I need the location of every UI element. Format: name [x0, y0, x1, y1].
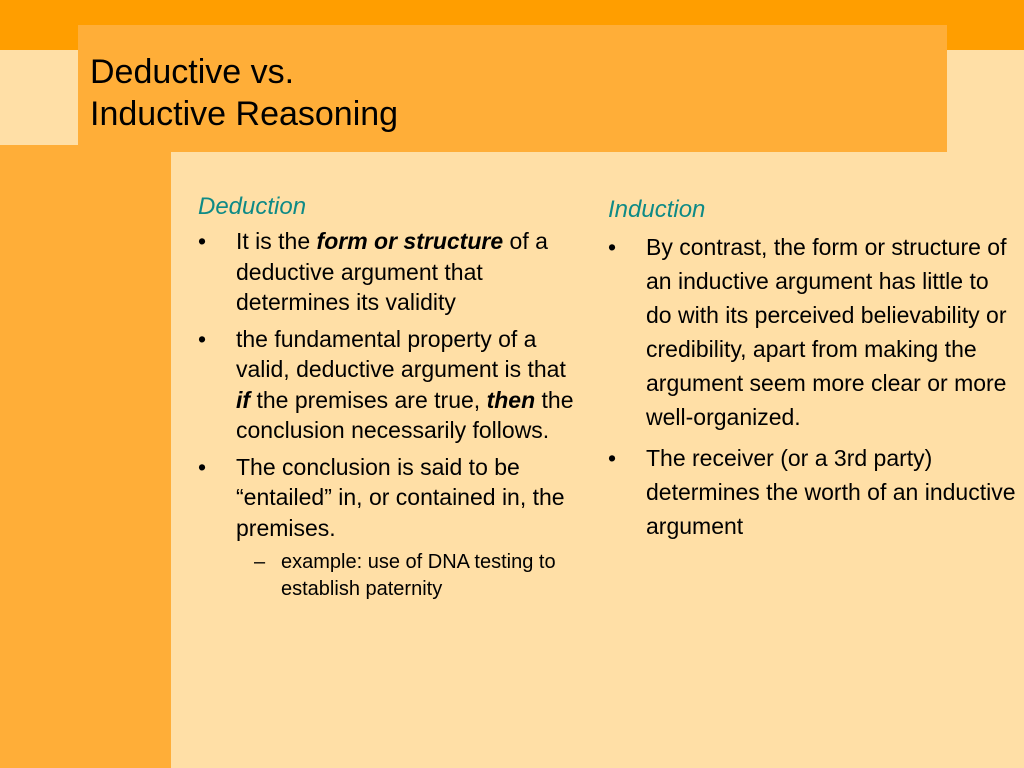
induction-heading: Induction [608, 196, 706, 223]
induction-column [608, 194, 1018, 550]
bullet-emphasis: then [486, 386, 536, 413]
title-box [78, 25, 947, 152]
bullet-text: of a deductive argument that determines its validity [236, 228, 548, 315]
deduction-heading: Deduction [198, 193, 307, 220]
left-orange-strip [0, 145, 171, 768]
bullet-text: the premises are true, [250, 386, 487, 413]
left-cream-block [0, 50, 78, 145]
bullet-marker: • [198, 325, 207, 352]
bullet-text: the fundamental property of a valid, deductive argument is that [236, 325, 566, 382]
induction-bullet-2 [608, 441, 1018, 543]
bullet-marker: • [198, 228, 207, 254]
slide-title-line-1: Deductive vs. [90, 53, 295, 91]
sub-bullet-text: example: use of DNA testing to establish paternity [281, 551, 556, 600]
deduction-sub-list [198, 549, 583, 603]
bullet-marker: • [608, 234, 617, 260]
bullet-marker: • [198, 453, 207, 480]
deduction-bullet-1 [198, 226, 583, 318]
slide-title [90, 51, 398, 135]
slide-title-line-2: Inductive Reasoning [90, 95, 399, 133]
bullet-marker: • [608, 445, 617, 471]
bullet-text: It is the [236, 228, 317, 254]
sub-bullet-marker: – [254, 551, 266, 573]
induction-bullet-list [608, 230, 1018, 543]
deduction-sub-bullet-1 [198, 549, 583, 603]
induction-bullet-1 [608, 230, 1018, 434]
bullet-text: The conclusion is said to be “entailed” in, or contained in, the premises. [236, 453, 565, 541]
deduction-column [198, 191, 583, 603]
bullet-emphasis: form or structure [316, 228, 504, 254]
deduction-bullet-3 [198, 452, 583, 544]
bullet-emphasis: if [236, 386, 251, 413]
bullet-text: By contrast, the form or structure of an inductive argument has little to do with its perceived believability or credibility, apart from making the argument seem more clear or more well-organized. [646, 234, 1007, 430]
bullet-text: The receiver (or a 3rd party) determines the worth of an inductive argument [646, 445, 1016, 539]
deduction-bullet-list [198, 226, 583, 543]
bullet-text: the conclusion necessarily follows. [236, 386, 574, 443]
deduction-bullet-2 [198, 324, 583, 446]
